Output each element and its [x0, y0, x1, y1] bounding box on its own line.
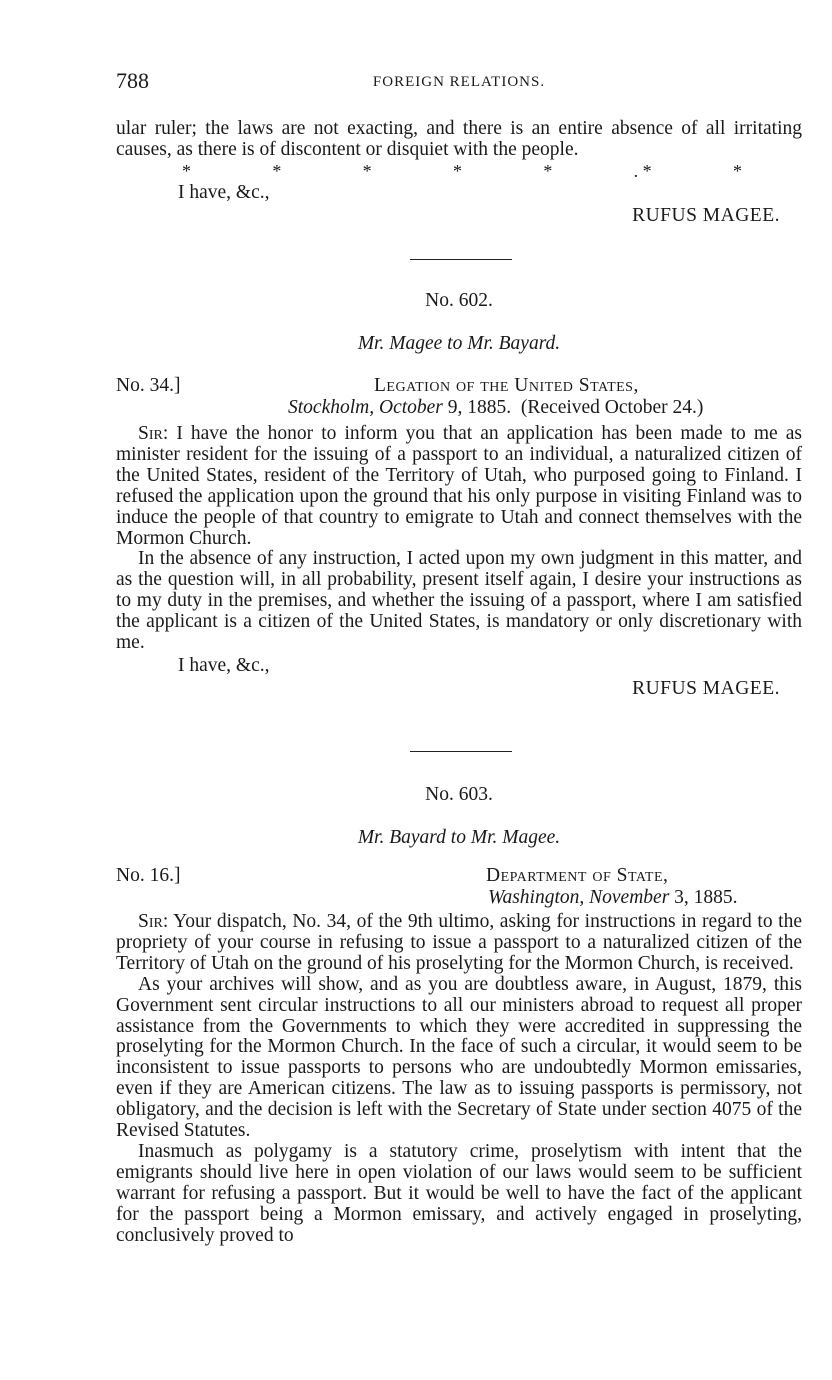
body-paragraph	[116, 912, 802, 975]
running-head	[116, 68, 802, 98]
received-note: (Received October 24.)	[520, 397, 704, 418]
page-number: 788	[116, 68, 149, 93]
dispatch-number: No. 16.]	[116, 865, 181, 886]
continuation-section	[116, 119, 802, 227]
star-mark: *	[362, 160, 372, 181]
letter-body	[116, 424, 802, 700]
closing-line: I have, &c.,	[178, 181, 270, 203]
dateline-place: Washington,	[488, 887, 585, 908]
dateline-month: November	[589, 887, 670, 908]
document-number: No. 603.	[425, 784, 493, 805]
dateline-month: October	[378, 397, 443, 418]
signature: RUFUS MAGEE.	[632, 677, 780, 699]
ellipsis-stars	[116, 161, 802, 181]
paragraph-text: Your dispatch, No. 34, of the 9th ultimo, asking for instructions in regard to the propriety of your course in refusing to issue a passport to a naturalized citizen of the Territory of Utah on the ground of his proselyting for the Mormon Church, is received.	[116, 911, 803, 974]
dispatch-header	[116, 866, 802, 910]
body-paragraph: As your archives will show, and as you are doubtless aware, in August, 1879, this Government sent circular instructions to all our ministers abroad to request all proper assistance from the Governments to which they were accredited in suppressing the proselyting for the Mormon Church. In the face of such a circular, it would seem to be inconsistent to issue passports to persons who are undoubtedly Mormon emissaries, even if they are American citizens. The law as to issuing passports is permissory, not obligatory, and the decision is left with the Secretary of State under section 4075 of the Revised Statutes.	[116, 973, 802, 1142]
dateline	[488, 888, 738, 909]
star-mark: . *	[633, 160, 652, 181]
star-mark: *	[452, 160, 462, 181]
body-paragraph	[116, 424, 802, 549]
dateline-date: 9, 1885.	[447, 397, 512, 418]
dateline	[288, 398, 703, 419]
star-mark: *	[272, 160, 282, 181]
section-divider	[410, 259, 512, 260]
dateline-place: Stockholm,	[288, 397, 375, 418]
document-number: No. 602.	[425, 290, 493, 311]
closing-line: I have, &c.,	[178, 654, 270, 676]
dateline-date: 3, 1885.	[674, 887, 738, 908]
star-mark: *	[182, 160, 191, 181]
dispatch-number: No. 34.]	[116, 375, 181, 396]
document-heading: Mr. Magee to Mr. Bayard.	[357, 333, 561, 354]
sender-address: Department of State,	[486, 865, 669, 886]
body-paragraph: In the absence of any instruction, I acted upon my own judgment in this matter, and as the question will, in all probability, present itself again, I desire your instructions as to my duty in the premises, and whether the issuing of a passport, where I am satisfied the applicant is a citizen of the United States, is mandatory or only discretionary with me.	[116, 548, 802, 654]
paragraph-text: I have the honor to inform you that an application has been made to me as minister resident for the issuing of a passport to an individual, a naturalized citizen of the United States, resident of the Territory of Utah, who purposed going to Finland. I refused the application upon the ground that his only purpose in visiting Finland was to induce the people of that country to emigrate to Utah and connect themselves with the Mormon Church.	[116, 423, 802, 549]
document-heading: Mr. Bayard to Mr. Magee.	[357, 827, 561, 848]
star-mark: *	[732, 160, 742, 181]
dispatch-header	[116, 376, 802, 420]
body-paragraph: Inasmuch as polygamy is a statutory crime, proselytism with intent that the emigrants should live here in open violation of our laws would seem to be sufficient warrant for refusing a passport. But it would be well to have the fact of the applicant for the passport being a Mormon emissary, and actively engaged in proselyting, conclusively proved to	[116, 1140, 802, 1246]
salutation: Sir:	[138, 911, 169, 932]
section-divider	[410, 751, 512, 752]
sender-address: Legation of the United States,	[374, 375, 639, 396]
letter-body	[116, 912, 802, 1247]
salutation: Sir:	[138, 423, 169, 444]
running-title: FOREIGN RELATIONS.	[372, 74, 546, 90]
star-mark: *	[543, 160, 553, 181]
continuation-paragraph: ular ruler; the laws are not exacting, and there is an entire absence of all irritating causes, as there is of discontent or disquiet with the people.	[116, 118, 802, 160]
signature: RUFUS MAGEE.	[632, 204, 780, 226]
